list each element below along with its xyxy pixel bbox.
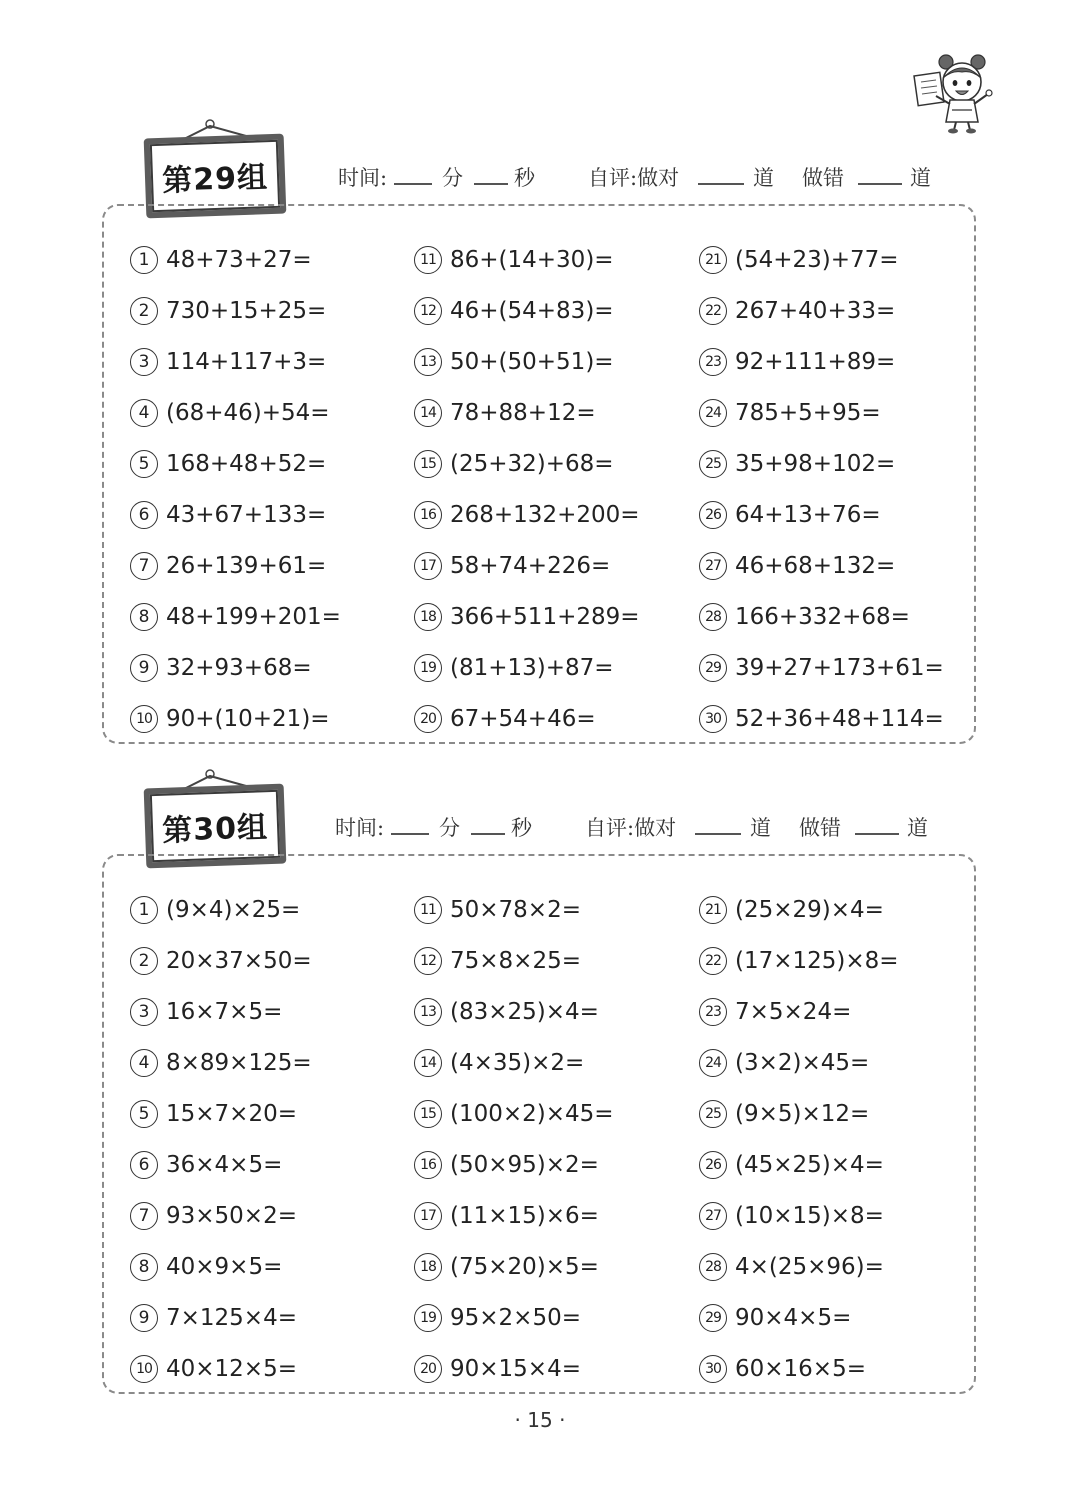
problem-item [414,1292,614,1343]
problem-expression: (25×29)×4= [735,896,884,923]
problem-item [699,986,899,1037]
problem-item [414,1241,614,1292]
group-title: 第29组 [150,140,280,212]
problem-number-circle: 27 [699,552,727,580]
problem-item [414,285,640,336]
problem-item [414,935,614,986]
problem-number-circle: 11 [414,896,442,924]
problem-number-circle: 17 [414,552,442,580]
problem-item [130,1139,312,1190]
problem-expression: 15×7×20= [166,1100,297,1127]
problem-expression: 95×2×50= [450,1304,581,1331]
problem-number-circle: 22 [699,947,727,975]
problem-expression: 90×4×5= [735,1304,852,1331]
problem-expression: 166+332+68= [735,603,910,630]
problem-number-circle: 20 [414,1355,442,1383]
problem-expression: (3×2)×45= [735,1049,870,1076]
problem-number-circle: 4 [130,399,158,427]
problem-column-2 [414,884,614,1394]
problem-item [414,693,640,744]
problem-item [699,387,944,438]
problem-expression: 785+5+95= [735,399,881,426]
wrong-unit-label: 道 [910,166,931,190]
problem-item [130,285,341,336]
problem-number-circle: 10 [130,1355,158,1383]
problem-number-circle: 25 [699,450,727,478]
problem-expression: (54+23)+77= [735,246,899,273]
problem-expression: 50+(50+51)= [450,348,614,375]
problem-item [699,935,899,986]
problem-item [130,540,341,591]
problem-number-circle: 30 [699,1355,727,1383]
problem-item [414,1037,614,1088]
problem-number-circle: 16 [414,501,442,529]
problem-number-circle: 28 [699,1253,727,1281]
problem-expression: 67+54+46= [450,705,596,732]
problem-item [130,1037,312,1088]
problem-number-circle: 22 [699,297,727,325]
problem-expression: 35+98+102= [735,450,896,477]
problem-item [414,489,640,540]
problem-number-circle: 6 [130,501,158,529]
problem-expression: 16×7×5= [166,998,283,1025]
problem-number-circle: 9 [130,654,158,682]
self-eval-label: 自评:做对 [585,816,677,840]
problem-item [130,1088,312,1139]
problem-item [414,438,640,489]
problem-expression: 50×78×2= [450,896,581,923]
problem-number-circle: 2 [130,947,158,975]
problem-number-circle: 25 [699,1100,727,1128]
problem-number-circle: 5 [130,450,158,478]
problem-number-circle: 7 [130,552,158,580]
correct-unit-label: 道 [753,166,774,190]
problem-expression: 730+15+25= [166,297,327,324]
problem-column-2 [414,234,640,744]
problem-number-circle: 27 [699,1202,727,1230]
problem-item [414,1139,614,1190]
problem-item [699,591,944,642]
time-label: 时间: [338,166,388,190]
score-record-line [335,812,955,844]
problem-item [130,336,341,387]
problem-item [699,489,944,540]
problem-expression: 48+199+201= [166,603,341,630]
problem-item [130,387,341,438]
problem-expression: 366+511+289= [450,603,640,630]
problem-number-circle: 30 [699,705,727,733]
problem-expression: 32+93+68= [166,654,312,681]
problem-expression: (11×15)×6= [450,1202,599,1229]
problem-item [699,1292,899,1343]
correct-unit-label: 道 [750,816,771,840]
problem-expression: (4×35)×2= [450,1049,585,1076]
problem-number-circle: 29 [699,654,727,682]
problem-number-circle: 2 [130,297,158,325]
problem-number-circle: 15 [414,1100,442,1128]
group-title: 第30组 [150,790,280,862]
problem-number-circle: 3 [130,348,158,376]
problem-number-circle: 7 [130,1202,158,1230]
problem-item [414,986,614,1037]
problem-expression: 48+73+27= [166,246,312,273]
problem-item [699,1139,899,1190]
problem-number-circle: 18 [414,1253,442,1281]
problem-number-circle: 14 [414,1049,442,1077]
problem-item [414,336,640,387]
problem-expression: (45×25)×4= [735,1151,884,1178]
problem-number-circle: 14 [414,399,442,427]
problem-number-circle: 6 [130,1151,158,1179]
problem-expression: 168+48+52= [166,450,327,477]
problem-item [130,986,312,1037]
problem-expression: 7×5×24= [735,998,852,1025]
problem-item [414,234,640,285]
problem-number-circle: 1 [130,896,158,924]
problem-column-1 [130,884,312,1394]
problem-column-3 [699,884,899,1394]
wrong-count-blank[interactable] [858,169,902,185]
problem-number-circle: 17 [414,1202,442,1230]
minute-label: 分 [442,166,463,190]
problem-number-circle: 21 [699,896,727,924]
problem-expression: 4×(25×96)= [735,1253,884,1280]
problem-number-circle: 10 [130,705,158,733]
problem-item [414,591,640,642]
problem-item [699,1343,899,1394]
problem-expression: 92+111+89= [735,348,896,375]
problem-expression: (83×25)×4= [450,998,599,1025]
problem-number-circle: 8 [130,1253,158,1281]
problem-item [130,1292,312,1343]
problem-expression: 52+36+48+114= [735,705,944,732]
problem-item [130,1190,312,1241]
second-label: 秒 [514,166,535,190]
problem-column-1 [130,234,341,744]
problem-expression: (9×4)×25= [166,896,301,923]
problem-item [699,1190,899,1241]
problem-expression: 8×89×125= [166,1049,312,1076]
score-record-line [338,162,958,194]
problem-number-circle: 20 [414,705,442,733]
problem-number-circle: 4 [130,1049,158,1077]
wrong-label: 做错 [799,816,841,840]
problem-expression: 46+68+132= [735,552,896,579]
problem-item [130,489,341,540]
time-label: 时间: [335,816,385,840]
problem-number-circle: 13 [414,348,442,376]
problem-number-circle: 18 [414,603,442,631]
problem-number-circle: 29 [699,1304,727,1332]
problem-expression: (25+32)+68= [450,450,614,477]
problem-number-circle: 12 [414,947,442,975]
problem-item [130,591,341,642]
problem-expression: 7×125×4= [166,1304,297,1331]
problem-expression: (10×15)×8= [735,1202,884,1229]
problem-expression: 43+67+133= [166,501,327,528]
problem-number-circle: 8 [130,603,158,631]
problem-number-circle: 16 [414,1151,442,1179]
problem-item [699,336,944,387]
problem-item [130,234,341,285]
problem-number-circle: 21 [699,246,727,274]
problem-item [414,884,614,935]
problem-expression: 90×15×4= [450,1355,581,1382]
problem-expression: 64+13+76= [735,501,881,528]
problem-expression: 58+74+226= [450,552,611,579]
minutes-blank[interactable] [394,169,432,185]
problem-expression: 267+40+33= [735,297,896,324]
problem-number-circle: 13 [414,998,442,1026]
problem-item [699,1037,899,1088]
problem-number-circle: 5 [130,1100,158,1128]
problem-item [414,540,640,591]
problem-expression: (75×20)×5= [450,1253,599,1280]
problem-item [699,1241,899,1292]
problem-column-3 [699,234,944,744]
problem-expression: 46+(54+83)= [450,297,614,324]
problem-expression: 93×50×2= [166,1202,297,1229]
problem-number-circle: 9 [130,1304,158,1332]
problem-expression: 86+(14+30)= [450,246,614,273]
problem-expression: (68+46)+54= [166,399,330,426]
mascot-girl-illustration [912,52,996,134]
seconds-blank[interactable] [474,169,508,185]
minutes-blank[interactable] [391,819,429,835]
problem-number-circle: 19 [414,654,442,682]
problem-expression: 114+117+3= [166,348,327,375]
problem-item [130,1343,312,1394]
problem-expression: 26+139+61= [166,552,327,579]
problem-expression: 20×37×50= [166,947,312,974]
minute-label: 分 [439,816,460,840]
problem-item [699,285,944,336]
problem-item [414,1343,614,1394]
problem-number-circle: 28 [699,603,727,631]
problem-expression: 78+88+12= [450,399,596,426]
problem-item [699,438,944,489]
problem-item [130,438,341,489]
problem-expression: 40×9×5= [166,1253,283,1280]
second-label: 秒 [511,816,532,840]
problem-number-circle: 26 [699,1151,727,1179]
problem-number-circle: 11 [414,246,442,274]
problem-expression: (50×95)×2= [450,1151,599,1178]
problem-number-circle: 15 [414,450,442,478]
problem-expression: (100×2)×45= [450,1100,614,1127]
page-number: · 15 · [514,1408,566,1432]
problem-number-circle: 3 [130,998,158,1026]
problem-number-circle: 26 [699,501,727,529]
problem-item [130,1241,312,1292]
problem-item [699,693,944,744]
problem-expression: (17×125)×8= [735,947,899,974]
problem-expression: 36×4×5= [166,1151,283,1178]
problem-item [414,1088,614,1139]
problem-item [699,234,944,285]
problem-number-circle: 24 [699,1049,727,1077]
problem-item [699,642,944,693]
problem-item [414,1190,614,1241]
problem-item [699,540,944,591]
problem-item [414,642,640,693]
wrong-label: 做错 [802,166,844,190]
correct-count-blank[interactable] [695,819,741,835]
wrong-unit-label: 道 [907,816,928,840]
correct-count-blank[interactable] [698,169,744,185]
problem-item [130,693,341,744]
problem-item [699,884,899,935]
problem-expression: 40×12×5= [166,1355,297,1382]
problem-item [130,935,312,986]
problem-expression: 39+27+173+61= [735,654,944,681]
problem-expression: 90+(10+21)= [166,705,330,732]
problem-number-circle: 24 [699,399,727,427]
problem-item [699,1088,899,1139]
problem-expression: 60×16×5= [735,1355,866,1382]
problem-expression: (81+13)+87= [450,654,614,681]
problem-expression: 268+132+200= [450,501,640,528]
problem-item [130,884,312,935]
problem-number-circle: 1 [130,246,158,274]
problem-expression: (9×5)×12= [735,1100,870,1127]
problem-number-circle: 23 [699,998,727,1026]
wrong-count-blank[interactable] [855,819,899,835]
problem-item [414,387,640,438]
problem-item [130,642,341,693]
problem-expression: 75×8×25= [450,947,581,974]
seconds-blank[interactable] [471,819,505,835]
problem-number-circle: 19 [414,1304,442,1332]
self-eval-label: 自评:做对 [588,166,680,190]
problem-number-circle: 12 [414,297,442,325]
problem-number-circle: 23 [699,348,727,376]
